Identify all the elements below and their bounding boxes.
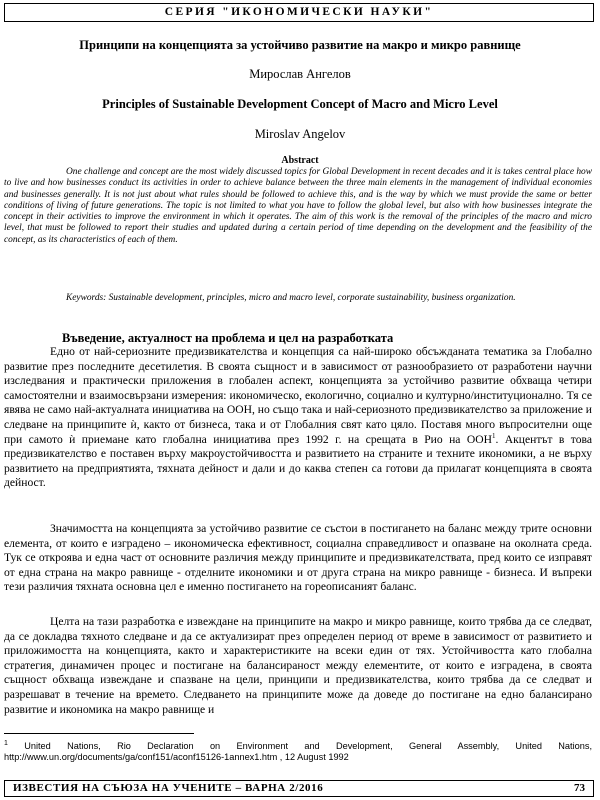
title-english: Principles of Sustainable Development Concept of Macro and Micro Level — [102, 97, 498, 111]
body-paragraph-3: Целта на тази разработка е извеждане на принципите на макро и микро равнище, които трябва да се следват, да се докладва тяхното следване и да се актуализират през определен период от време в зависимост от развитието и приложимостта на концепцията, както и характеристиките на всеки един от тях. Устойчивостта като глобална стратегия, динамичен процес и постигане на балансираност между елементите, от които е изградена, в своята същност обхваща извеждане и спазване на цели, принципи и предизвикателства, които трябва да се следват и разрешават в течение на времето. Следването на принципите може да доведе до постигане на едно балансирано развитие и икономика на макро равнище и — [4, 615, 592, 716]
keywords: Keywords: Sustainable development, principles, micro and macro level, corporate sustainability, business organization. — [66, 293, 516, 303]
journal-name: ИЗВЕСТИЯ НА СЪЮЗА НА УЧЕНИТЕ – ВАРНА 2/2016 — [13, 782, 324, 794]
footnote-reference: 1 — [491, 431, 496, 440]
journal-footer — [4, 780, 594, 797]
author-english: Miroslav Angelov — [254, 127, 346, 141]
footnote-text: United Nations, Rio Declaration on Environment and Development, General Assembly, United Nations, http://www.un.org/documents/ga/conf151/aconf15126-1annex1.htm , 12 August 1992 — [4, 741, 592, 762]
paragraph-1-part-b: . Акцентът в това предизвикателство е поставен върху макроустойчивостта и развитието на страните и техните икономики, а не върху развитието на предприятията, тяхната дейност и дали и до каква степен са готови да прилагат концепцията в своята дейност. — [4, 432, 592, 490]
author-bulgarian: Мирослав Ангелов — [249, 67, 351, 81]
footnote — [4, 741, 592, 763]
footnote-divider — [4, 733, 194, 734]
page-number: 73 — [574, 782, 585, 794]
paragraph-1-part-a: Едно от най-сериозните предизвикателства и концепция са най-широко обсъжданата тематика за Глобално развитие през последните десетилетия. В своята същност и в зависимост от разнообразието от разработени научни изследвания и практически приложения в глобален аспект, концепцията за устойчиво развитие обхваща четири самостоятелни и взаимосвързани измерения: икономическо, екологично, социално и културно/институционално. Тя се явява не само най-актуалната инициатива на ООН, но също така и най-сериозното предизвикателство за приложение и следване на принципите ѝ, както от бизнеса, така и от Глобалния свят като цяло. Поставя много въпросителни още при самото ѝ приемане като глобална инициатива през 1992 г. на срещата в Рио на ООН — [4, 345, 592, 446]
footnote-number: 1 — [4, 739, 8, 747]
body-paragraph-1 — [4, 345, 592, 491]
abstract-heading: Abstract — [281, 155, 319, 166]
section-heading: Въведение, актуалност на проблема и цел на разработката — [62, 331, 394, 345]
series-header: СЕРИЯ "ИКОНОМИЧЕСКИ НАУКИ" — [4, 3, 594, 22]
abstract-text: One challenge and concept are the most widely discussed topics for Global Development in recent decades and it is takes central place how to live and how businesses conduct its activities in order to achieve balance between the three main elements in the management of individual economies and businesses generally. It is not just about what rules should be followed to achieve this, and is the way by which we must provide the same or better conditions of living of future generations. The topic is not limited to what you have to follow the global level, but also with how businesses integrate the concept in their activities to improve the environment in which it operates. The aim of this work is the removal of the principles of the macro and micro level, that must be followed to report their studies and updated during a certain period of time depending on the development and the feasibility of the concept, as its characteristics of each of them. — [4, 167, 592, 245]
title-bulgarian: Принципи на концепцията за устойчиво развитие на макро и микро равнище — [79, 38, 521, 52]
body-paragraph-2: Значимостта на концепцията за устойчиво развитие се състои в постигането на баланс между трите основни елемента, от които е изградено – икономическа ефективност, социална справедливост и опазване на околната среда. Тук се откроява и една част от основните различия между принципите и предизвикателствата, пред които се изправят от една страна на макро равнище - отделните икономики и от друга страна на микро равнище - бизнеса. И въпреки тези различия тяхната основна цел е именно постигането на гореописаният баланс. — [4, 522, 592, 594]
